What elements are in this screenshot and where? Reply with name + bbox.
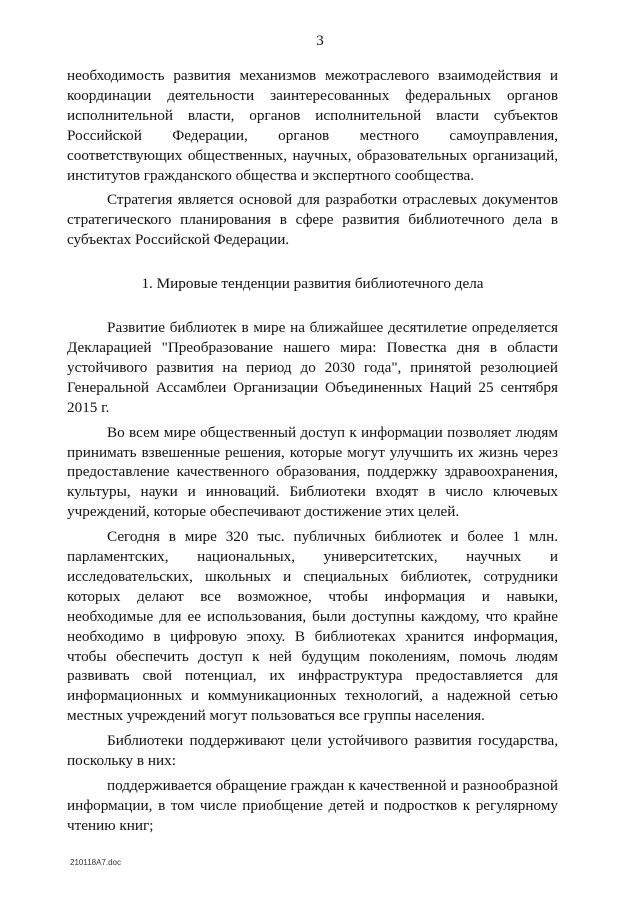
paragraph-continuation: необходимость развития механизмов межотраслевого взаимодействия и координации деятельности заинтересованных федеральных органов исполнительной власти, органов исполнительной власти субъектов Российской Федерации, органов местного самоуправления, соответствующих общественных, научных, образовательных организаций, институтов гражданского общества и экспертного сообщества.: [67, 67, 558, 184]
document-filename: 210118A7.doc: [70, 858, 122, 867]
paragraph-strategy-basis: Стратегия является основой для разработки отраслевых документов стратегического планирования в сфере развития библиотечного дела в субъектах Российской Федерации.: [67, 191, 558, 249]
paragraph-un-declaration: Развитие библиотек в мире на ближайшее десятилетие определяется Декларацией "Преобразование нашего мира: Повестка дня в области устойчивого развития на период до 2030 года", принятой резолюцией Генеральной Ассамблеи Организации Объединенных Наций 25 сентября 2015 г.: [67, 319, 558, 416]
section-heading: 1. Мировые тенденции развития библиотечного дела: [141, 275, 484, 293]
paragraph-public-access: Во всем мире общественный доступ к информации позволяет людям принимать взвешенные решения, которые могут улучшить их жизнь через предоставление качественного образования, поддержку здравоохранения, культуры, науки и инноваций. Библиотеки входят в число ключевых учреждений, которые обеспечивают достижение этих целей.: [67, 423, 558, 521]
document-body: [67, 66, 558, 836]
page-number: 3: [316, 33, 324, 49]
paragraph-library-statistics: Сегодня в мире 320 тыс. публичных библиотек и более 1 млн. парламентских, национальных, университетских, научных и исследовательских, школьных и специальных библиотек, сотрудники которых делают все возможное, чтобы информация и навыки, необходимые для ее использования, были доступны каждому, что крайне необходимо в цифровую эпоху. В библиотеках хранится информация, чтобы обеспечить доступ к ней будущим поколениям, помочь людям развивать свой потенциал, их инфраструктура предоставляется для информационных и коммуникационных технологий, а надежной сетью местных учреждений могут пользоваться все группы населения.: [67, 528, 558, 725]
list-item-information-access: поддерживается обращение граждан к качественной и разнообразной информации, в том числе приобщение детей и подростков к регулярному чтению книг;: [67, 777, 558, 834]
paragraph-sustainable-goals: Библиотеки поддерживают цели устойчивого развития государства, поскольку в них:: [67, 732, 558, 770]
